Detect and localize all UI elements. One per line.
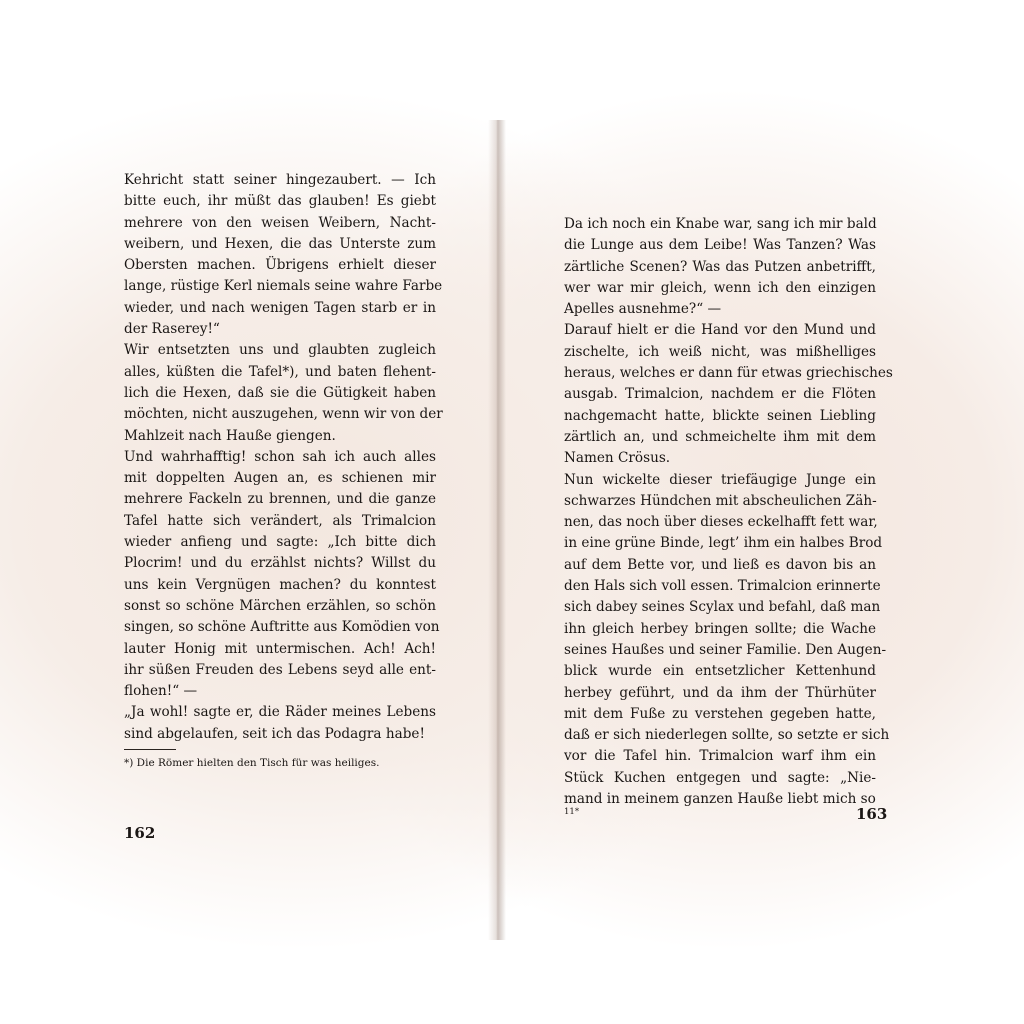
text-line: mand in meinem ganzen Hauße liebt mich so	[564, 791, 876, 808]
text-line: Mahlzeit nach Hauße giengen.	[124, 427, 336, 444]
text-line: in eine grüne Binde, legt’ ihm ein halbes Brod	[564, 535, 883, 552]
text-line: Nun wickelte dieser triefäugige Junge ein	[564, 471, 876, 488]
text-line: wieder anfieng und sagte: „Ich bitte dich	[124, 534, 436, 551]
text-line: bitte euch, ihr müßt das glauben! Es giebt	[124, 193, 436, 210]
book-gutter	[488, 120, 506, 940]
text-line: Wir entsetzten uns und glaubten zugleich	[124, 342, 436, 359]
text-line: ausgab. Trimalcion, nachdem er die Flöten	[564, 386, 876, 403]
text-line: zischelte, ich weiß nicht, was mißhelliges	[564, 343, 876, 360]
text-line: Plocrim! und du erzählst nichts? Willst du	[124, 555, 436, 572]
footnote: *) Die Römer hielten den Tisch für was heiliges.	[124, 757, 380, 770]
text-line: der Raserey!“	[124, 321, 220, 338]
text-line: seines Haußes und seiner Familie. Den Augen-	[564, 641, 887, 658]
text-line: Darauf hielt er die Hand vor den Mund und	[564, 322, 876, 339]
text-line: Namen Crösus.	[564, 450, 671, 467]
text-line: wieder, und nach wenigen Tagen starb er in	[124, 299, 436, 316]
text-line: mit dem Fuße zu verstehen gegeben hatte,	[564, 705, 876, 722]
text-line: „Ja wohl! sagte er, die Räder meines Lebens	[124, 704, 436, 721]
text-line: lich die Hexen, daß sie die Gütigkeit haben	[124, 384, 436, 401]
text-line: vor die Tafel hin. Trimalcion warf ihm ein	[564, 748, 876, 765]
text-line: heraus, welches er dann für etwas griechisches	[564, 365, 893, 382]
text-line: sich dabey seines Scylax und befahl, daß man	[564, 599, 881, 616]
right-page-number: 163	[856, 805, 888, 823]
text-line: ihr süßen Freuden des Lebens seyd alle ent-	[124, 661, 436, 678]
left-page-text	[124, 170, 443, 770]
text-line: sind abgelaufen, seit ich das Podagra habe!	[124, 725, 425, 742]
text-line: flohen!“ —	[124, 683, 198, 700]
text-line: Apelles ausnehme?“ —	[564, 301, 722, 318]
footnote-rule	[124, 749, 176, 750]
text-line: zärtlich an, und schmeichelte ihm mit dem	[564, 428, 876, 445]
printer-signature-mark: 11*	[564, 807, 580, 817]
right-page-text	[564, 214, 893, 810]
text-line: lange, rüstige Kerl niemals seine wahre Farbe	[124, 278, 443, 295]
text-line: mit doppelten Augen an, es schienen mir	[124, 470, 436, 487]
left-page-number: 162	[124, 824, 156, 842]
text-line: schwarzes Hündchen mit abscheulichen Zäh-	[564, 492, 877, 509]
text-line: Da ich noch ein Knabe war, sang ich mir bald	[564, 216, 877, 232]
text-line: Tafel hatte sich verändert, als Trimalcion	[124, 512, 436, 529]
text-line: zärtliche Scenen? Was das Putzen anbetrifft,	[564, 258, 876, 275]
text-line: nachgemacht hatte, blickte seinen Liebling	[564, 407, 876, 424]
text-line: auf dem Bette vor, und ließ es davon bis an	[564, 556, 876, 573]
text-line: Und wahrhafftig! schon sah ich auch alles	[124, 448, 436, 465]
text-line: nen, das noch über dieses eckelhafft fett war,	[564, 514, 878, 531]
text-line: uns kein Vergnügen machen? du konntest	[124, 576, 436, 593]
text-line: wer war mir gleich, wenn ich den einzigen	[564, 279, 876, 296]
text-line: ihn gleich herbey bringen sollte; die Wache	[564, 620, 876, 637]
text-line: die Lunge aus dem Leibe! Was Tanzen? Was	[564, 237, 876, 254]
text-line: sonst so schöne Märchen erzählen, so schön	[124, 597, 436, 614]
text-line: Stück Kuchen entgegen und sagte: „Nie-	[564, 769, 876, 786]
text-line: singen, so schöne Auftritte aus Komödien von	[124, 619, 440, 636]
text-line: alles, küßten die Tafel*), und baten flehent-	[124, 363, 436, 380]
text-line: blick wurde ein entsetzlicher Kettenhund	[564, 663, 876, 680]
text-line: daß er sich niederlegen sollte, so setzte er sich	[564, 727, 890, 744]
text-line: lauter Honig mit untermischen. Ach! Ach!	[124, 640, 436, 657]
text-line: Obersten machen. Übrigens erhielt dieser	[124, 257, 436, 274]
text-line: mehrere von den weisen Weibern, Nacht-	[124, 214, 436, 231]
text-line: herbey geführt, und da ihm der Thürhüter	[564, 684, 876, 701]
text-line: Kehricht statt seiner hingezaubert. — Ich	[124, 172, 436, 188]
text-line: den Hals sich voll essen. Trimalcion erinnerte	[564, 578, 881, 595]
text-line: mehrere Fackeln zu brennen, und die ganze	[124, 491, 436, 508]
text-line: möchten, nicht auszugehen, wenn wir von der	[124, 406, 443, 423]
text-line: weibern, und Hexen, die das Unterste zum	[124, 235, 436, 252]
